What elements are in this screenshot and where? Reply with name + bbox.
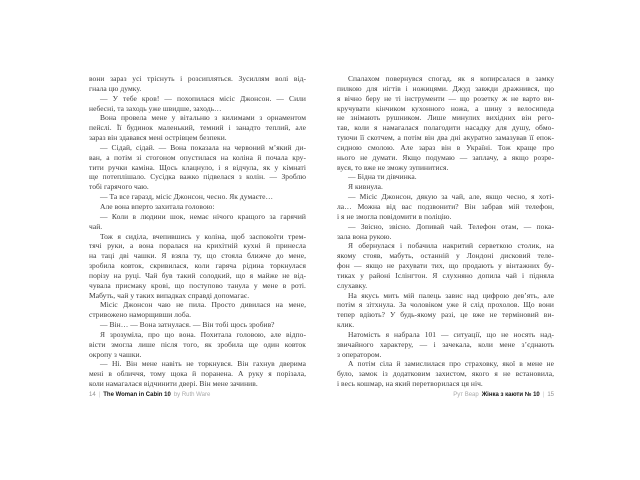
text-line: ще потеплішало. Сусідка важко підвелася з колін. — Зроблю (89, 172, 306, 182)
text-line: — Коли в людини шок, немає нічого кращого за гарячий (100, 211, 306, 221)
left-page-footer (89, 391, 210, 399)
text-line: сидною смолою. Але зараз він в Україні. Тож краще про (337, 142, 554, 152)
text-line: порізу на руці. Чай був такий солодкий, що я майже не від- (89, 270, 306, 280)
text-line: ван, а потім зі стогоном опустилася на коліна й почала кру- (89, 152, 306, 162)
text-line: кручувати кінчиком кухонного ножа, а шину з велосипеда (337, 103, 554, 113)
text-line: Мабуть, чай у таких випадках справді допомагає. (89, 290, 250, 300)
text-line: зараз він здавався мені острівцем безпеки. (89, 133, 227, 143)
text-line: тепер вдіють? У будь-якому разі, це вже не терміновий ви- (337, 310, 554, 320)
text-line: і я не змогла повідомити в поліцію. (337, 211, 452, 221)
text-line: тячі руки, а вона поралася на крихітній кухні й принесла (89, 241, 306, 251)
text-line: Натомість я набрала 101 — ситуації, що не носять над- (348, 329, 554, 339)
text-line: Я зрозуміла, про що вона. Похитала головою, але відпо- (100, 329, 306, 339)
right-page-text (337, 74, 554, 389)
text-line: вісти змогла лише після того, як зробила ще один ковток (89, 339, 306, 349)
text-line: — Ні. Він мене навіть не торкнувся. Він гахнув дверима (100, 359, 306, 369)
text-line: тити ручки каміна. Щось клацнуло, і я відчула, як у кімнаті (89, 162, 306, 172)
text-line: фон — якщо не рахувати тих, що продають у вінтажних бу- (337, 261, 554, 271)
text-line: зала вона рукою. (337, 231, 392, 241)
text-line: на таці дві чашки. Я взяла ту, що стояла ближче до мене, (89, 251, 306, 261)
text-line: зробила ковток, скривилася, коли гаряча рідина торкнулася (89, 261, 306, 271)
text-line: нього не думати. Якщо подумаю — заплачу, а якщо розре- (337, 152, 554, 162)
text-line: якому стояв, мабуть, останній у Лондоні дисковий теле- (337, 251, 554, 261)
text-line: Місіс Джонсон чаю не пила. Просто дивилася на мене, (100, 300, 306, 310)
text-line: вуся, то вже не зможу зупинитися. (337, 162, 449, 172)
text-line: стривожено наморщивши лоба. (89, 310, 192, 320)
footer-separator: | (542, 392, 545, 398)
text-line: Спалахом повернувся спогад, як я копирсалася в замку (348, 74, 554, 83)
right-page-number: 15 (547, 392, 554, 398)
text-line: — У тебе кров! — похопилася місіс Джонсон. — Сили (100, 93, 306, 103)
text-line: слухавку. (337, 280, 368, 290)
right-page-footer (453, 391, 554, 399)
text-line: пейслі. Її будинок маленький, темний і занадто теплий, але (89, 123, 306, 133)
book-author-english: by Ruth Ware (173, 392, 211, 398)
text-line: тав, коли я намагалася полагодити насадку для душу, обмо- (337, 123, 554, 133)
text-line: чувала присмаку крові, що поступово танула у мене в роті. (89, 280, 306, 290)
text-line: небесні, та заходь уже швидше, заходь… (89, 103, 222, 113)
text-line: Тож я сиділа, вчепившись у коліна, щоб заспокоїти трем- (100, 231, 306, 241)
text-line: Я кивнула. (348, 182, 383, 192)
left-page-text (89, 74, 306, 389)
text-line: туючи її скотчем, а потім він два дні акуратно замазував її епок- (337, 133, 554, 143)
text-line: окропу з чашки. (89, 349, 142, 359)
text-line: пилкою для нігтів і ножицями. Джуд завжди дражнився, що (337, 83, 554, 93)
text-line: потім я зітхнула. За чоловіком уже й слід прохолов. Що вони (337, 300, 554, 310)
text-line: гнала цю думку. (89, 83, 142, 93)
book-author-ukrainian: Рут Веар (453, 392, 479, 398)
text-line: було, замок із додатковим захистом, якого я не встановила, (337, 369, 554, 379)
text-line: ла… Можна від вас подзвонити? Він забрав мій телефон, (337, 201, 554, 211)
left-page-number: 14 (89, 392, 96, 398)
text-line: мені в обличчя, тому щока й поранена. А руку я порізала, (89, 369, 306, 379)
text-line: Але вона вперто захитала головою: (100, 201, 215, 211)
text-line: і весь кошмар, на який перетворилася ця ніч. (337, 379, 483, 389)
book-title-ukrainian: Жінка з каюти № 10 (481, 392, 540, 398)
text-line: — Бідна ти дівчинка. (348, 172, 417, 182)
text-line: А потім сіла й замислилася про страховку, якої в мене не (348, 359, 554, 369)
text-line: — Та все гаразд, місіс Джонсон, чесно. Як думаєте… (100, 192, 274, 202)
text-line: На якусь мить мій палець завис над цифрою дев’ять, але (348, 290, 554, 300)
text-line: коли намагалася відчинити двері. Він мене зачинив. (89, 379, 258, 389)
text-line: звичайного характеру, — і зачекала, коли мене з’єднають (337, 339, 554, 349)
text-line: — Звісно, звісно. Допивай чай. Телефон отам, — пока- (348, 221, 554, 231)
text-line: я вічно беру не ті інструменти — що розетку ж не варто ви- (337, 93, 554, 103)
footer-separator: | (98, 392, 101, 398)
text-line: — Місіс Джонсон, дякую за чай, але, якщо чесно, я хоті- (348, 192, 554, 202)
text-line: — Він… — Вона затнулася. — Він тобі щось зробив? (100, 320, 275, 330)
text-line: — Сідай, сідай. — Вона показала на червоний м’який ди- (100, 142, 306, 152)
text-line: вони зараз усі тріснуть і розсипляться. Зусиллям волі від- (89, 74, 306, 83)
text-line: чай. (89, 221, 103, 231)
text-line: тобі гарячого чаю. (89, 182, 149, 192)
text-line: з оператором. (337, 349, 382, 359)
text-line: клик. (337, 320, 355, 330)
text-line: не знімають рушником. Лише минулих вихідних він рего- (337, 113, 554, 123)
text-line: тиках у районі Іслінгтон. Я слухняно допила чай і підняла (337, 270, 554, 280)
book-title-english: The Woman in Cabin 10 (103, 392, 171, 398)
text-line: Вона провела мене у вітальню з килимами з орнаментом (100, 113, 306, 123)
text-line: Я обернулася і побачила накритий серветкою столик, на (348, 241, 554, 251)
